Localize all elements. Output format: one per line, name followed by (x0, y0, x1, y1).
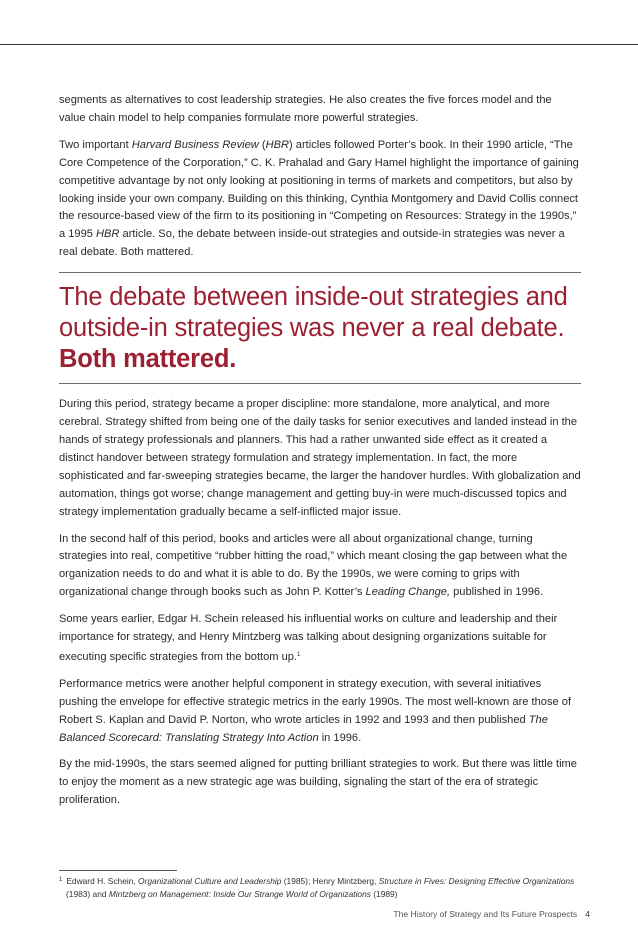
paragraph-5: Some years earlier, Edgar H. Schein released his influential works on culture and leadership and their importance for strategy, and Henry Mintzberg was talking about designing organizations suitable for executing specific strategies from the bottom up.$^1$ (59, 613, 558, 663)
book-title: The Balanced Scorecard: Translating Strategy Into Action (59, 713, 548, 744)
pull-quote-text: The debate between inside-out strategies and outside-in strategies was never a real debate. Both mattered. (59, 283, 568, 374)
article-body (59, 92, 581, 819)
pull-quote-top-rule (59, 272, 581, 273)
paragraph-2: Two important Harvard Business Review (HBR) articles followed Porter’s book. In their 1990 article, “The Core Competence of the Corporation,” C. K. Prahalad and Gary Hamel highlight the importance of gaining competitive advantage by not only looking at positioning in terms of markets and competitors, but also by looking inside your own company. Building on this thinking, Cynthia Montgomery and David Collis connect the resource-based view of the firm to its positioning in “Competing on Resources: Strategy in the 1990s,” a 1995 HBR article. So, the debate between inside-out strategies and outside-in strategies was never a real debate. Both mattered. (59, 138, 579, 259)
footnote: $^1$ Edward H. Schein, Organizational Culture and Leadership (1985); Henry Mintzberg, Structure in Fives: Designing Effective Organizations (1983) and Mintzberg on Management: Inside Our Strange World of Organizations (1989) (59, 876, 575, 899)
paragraph-3: During this period, strategy became a proper discipline: more standalone, more analytical, and more cerebral. Strategy shifted from being one of the daily tasks for senior executives and landed instead in the hands of strategy professionals and planners. This had a rather unwanted side effect as it created a distinct handover between strategy formulation and strategy implementation. In fact, the more sophisticated and far-sweeping strategies became, the larger the handover hurdles. With globalization and automation, things got worse; change management and getting buy-in were much-discussed topics and strategy implementation gradually became a self-inflicted major issue. (59, 398, 581, 518)
pull-quote (59, 272, 581, 384)
paragraph-7: By the mid-1990s, the stars seemed aligned for putting brilliant strategies to work. But there was little time to enjoy the moment as a new strategic age was building, signaling the start of the era of strategic proliferation. (59, 758, 577, 807)
footnote-number: 1 (59, 877, 63, 883)
footer-title: The History of Strategy and Its Future Prospects (393, 909, 578, 919)
book-title: Leading Change, (365, 586, 451, 599)
pull-quote-bottom-rule (59, 383, 581, 384)
journal-title: Harvard Business Review (131, 138, 259, 151)
top-rule (0, 44, 638, 45)
pull-quote-emphasis: Both mattered. (59, 345, 237, 374)
page-footer (393, 909, 590, 919)
paragraph-6: Performance metrics were another helpful component in strategy execution, with several initiatives pushing the envelope for effective strategic metrics in the early 1990s. The most well-known are those of Robert S. Kaplan and David P. Norton, who wrote articles in 1992 and 1993 and then published The Balanced Scorecard: Translating Strategy Into Action in 1996. (59, 677, 572, 744)
footnote-reference[interactable]: 1 (297, 651, 301, 658)
page-number: 4 (585, 909, 590, 919)
paragraph-4: In the second half of this period, books and articles were all about organizational change, turning strategies into real, competitive “rubber hitting the road,” which meant closing the gap between what the organization needs to do and what it is able to do. By the 1990s, we were coming to grips with organizational change through books such as John P. Kotter’s Leading Change, published in 1996. (59, 532, 568, 599)
footnote-rule (59, 870, 177, 871)
paragraph-1: segments as alternatives to cost leadership strategies. He also creates the five forces model and the value chain model to help companies formulate more powerful strategies. (59, 94, 552, 124)
